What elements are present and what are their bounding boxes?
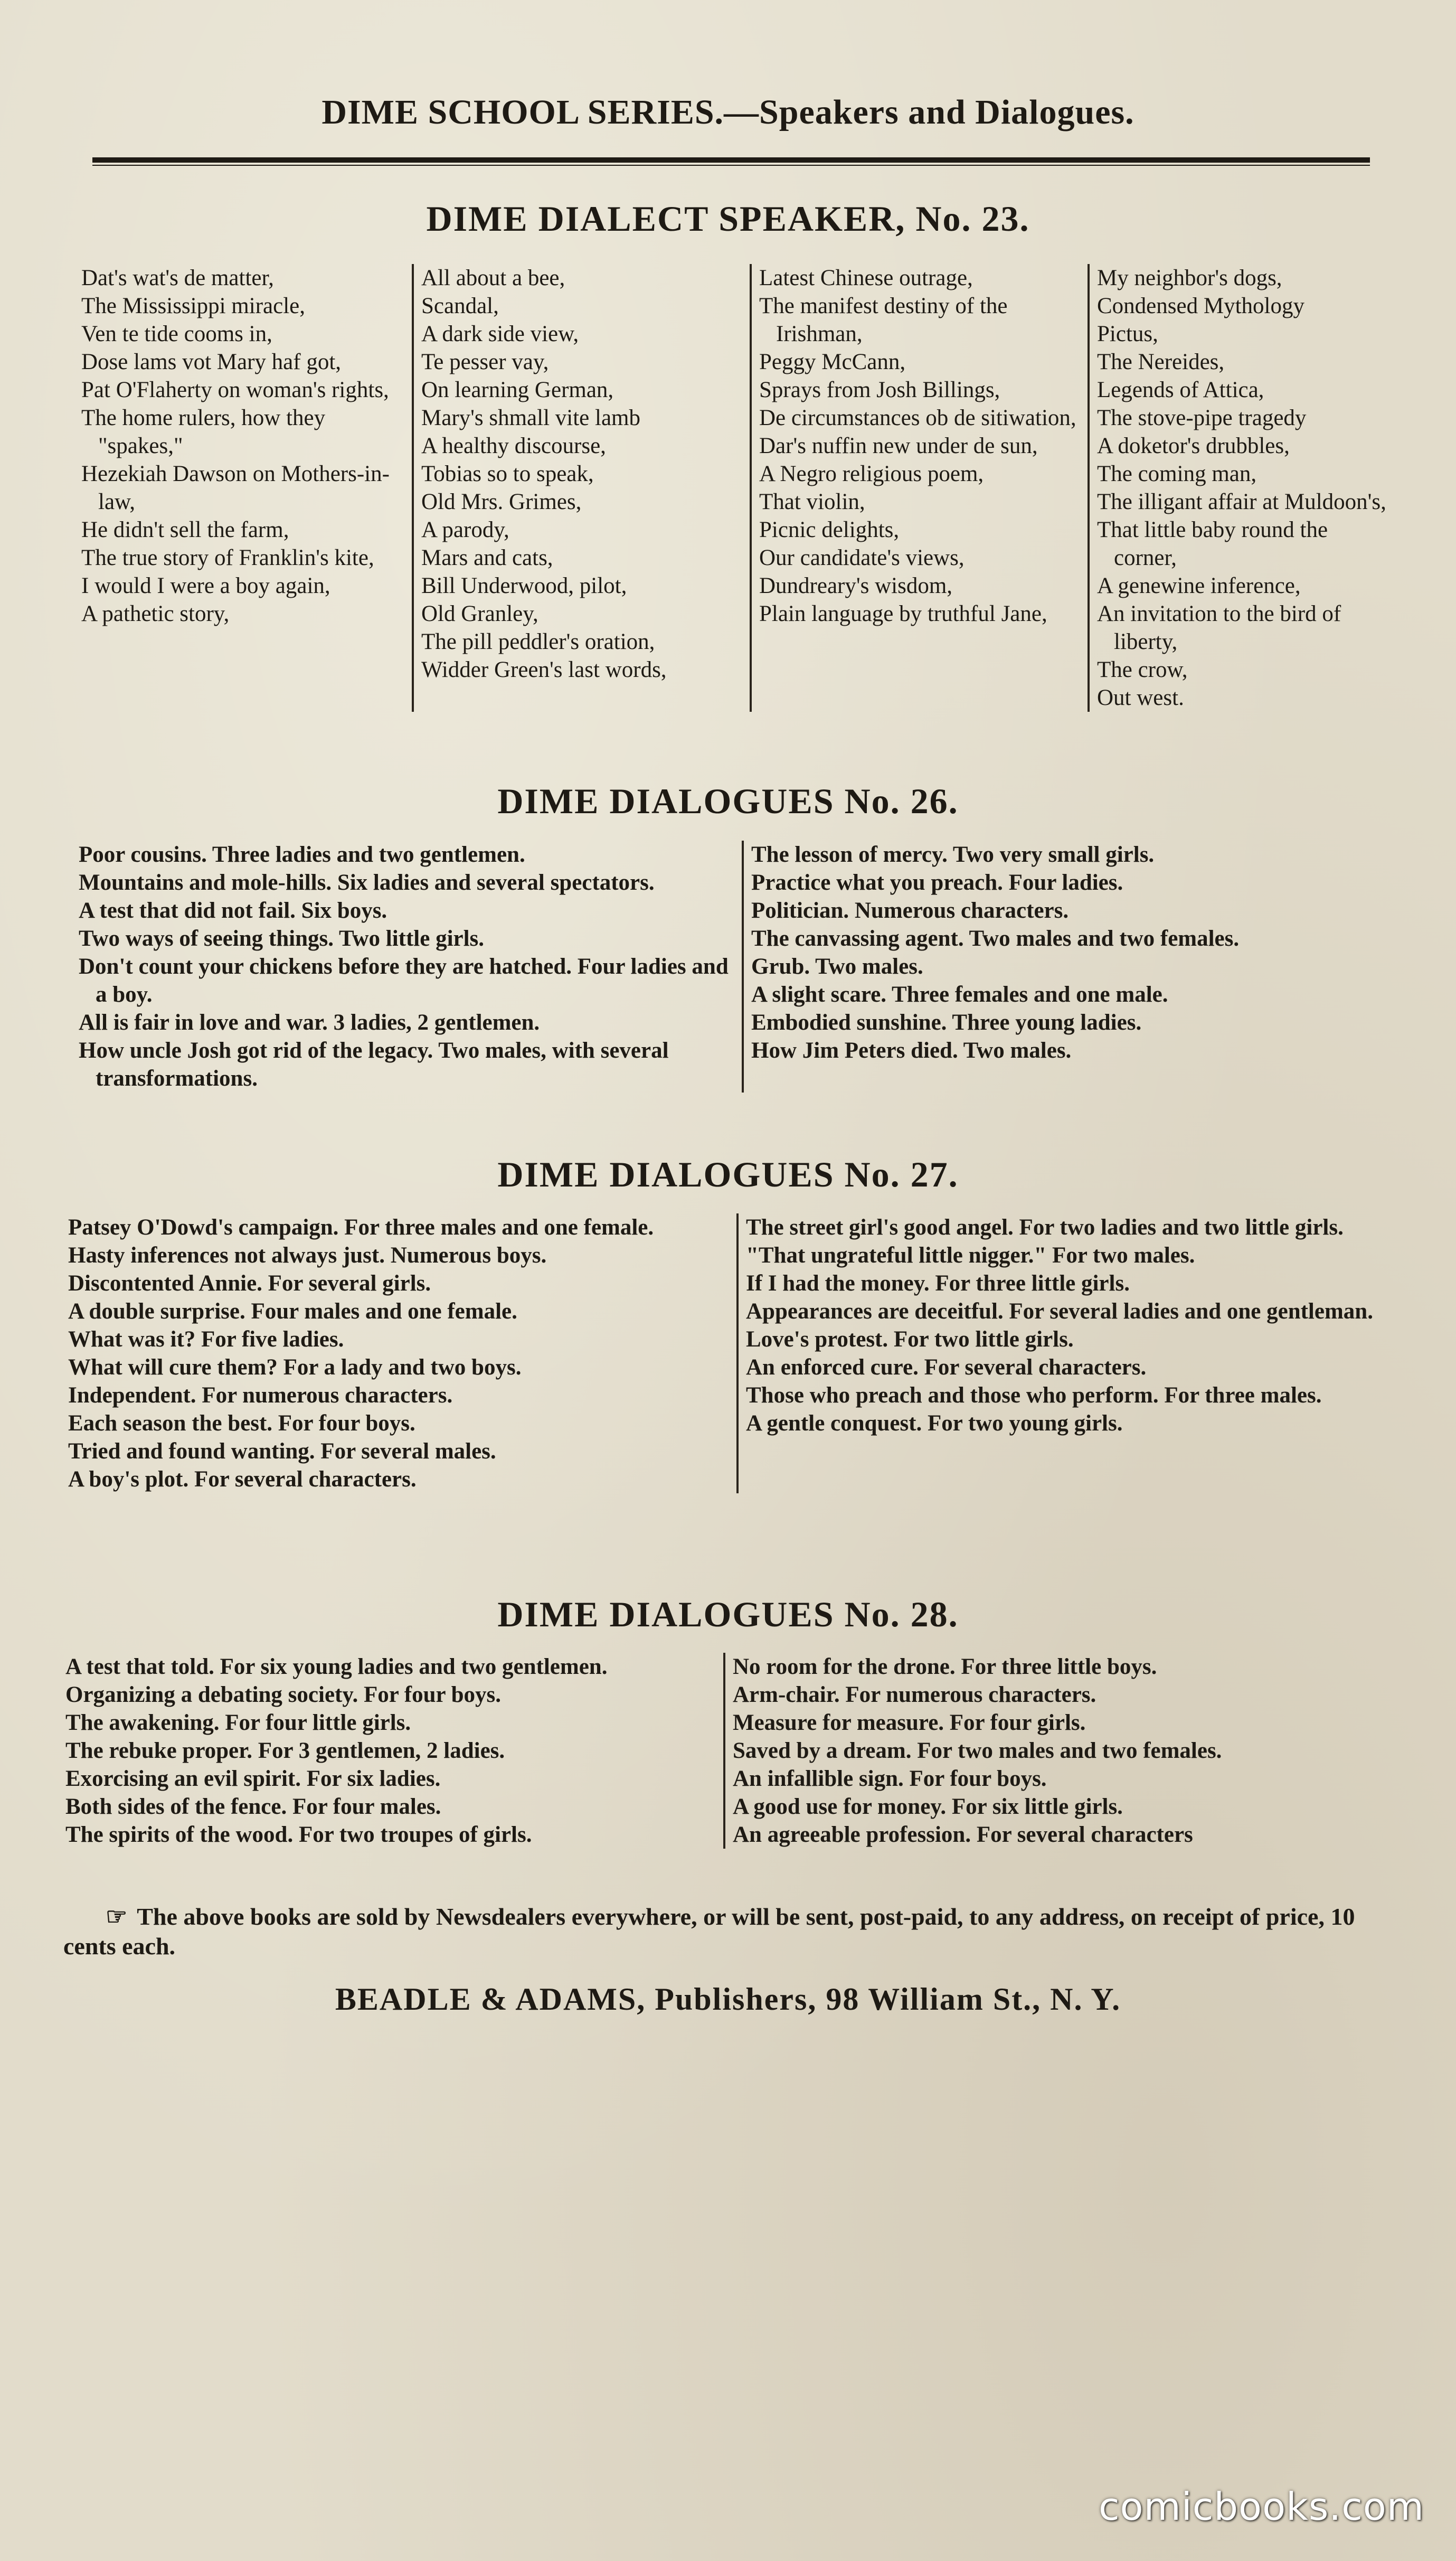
- list-item: All is fair in love and war. 3 ladies, 2 gentlemen.: [79, 1010, 540, 1035]
- list-item: The Nereides,: [1097, 350, 1225, 374]
- list-item: A Negro religious poem,: [759, 462, 984, 486]
- list-item: Poor cousins. Three ladies and two gentlemen.: [79, 842, 525, 867]
- list-item: My neighbor's dogs,: [1097, 266, 1282, 290]
- list-item: Don't count your chickens before they are hatched. Four ladies and a boy.: [79, 954, 729, 1007]
- dialogues-28-columns: [58, 1653, 1404, 1849]
- list-item: Pat O'Flaherty on woman's rights,: [81, 378, 389, 402]
- list-item: Old Granley,: [421, 601, 538, 626]
- list-item: He didn't sell the farm,: [81, 517, 289, 542]
- list-item: Te pesser vay,: [421, 350, 549, 374]
- list-item: The stove-pipe tragedy: [1097, 406, 1307, 430]
- list-item: The awakening. For four little girls.: [65, 1710, 411, 1735]
- list-item: What will cure them? For a lady and two boys.: [68, 1355, 522, 1380]
- list-item: Old Mrs. Grimes,: [421, 489, 582, 514]
- dialect-speaker-title: DIME DIALECT SPEAKER, No. 23.: [426, 199, 1030, 239]
- list-item: The spirits of the wood. For two troupes of girls.: [65, 1822, 532, 1847]
- list-item: Discontented Annie. For several girls.: [68, 1271, 431, 1296]
- dialogues-26-right: [742, 841, 1407, 1093]
- list-item: The street girl's good angel. For two ladies and two little girls.: [746, 1215, 1344, 1240]
- publisher-imprint: BEADLE & ADAMS, Publishers, 98 William St., N. Y.: [335, 1982, 1121, 2017]
- list-item: Picnic delights,: [759, 517, 900, 542]
- dialect-col-1: [74, 264, 412, 712]
- list-item: Out west.: [1097, 685, 1184, 710]
- list-item: Peggy McCann,: [759, 350, 906, 374]
- list-item: Ven te tide cooms in,: [81, 322, 272, 346]
- list-item: Independent. For numerous characters.: [68, 1383, 453, 1408]
- list-item: I would I were a boy again,: [81, 573, 330, 598]
- list-item: Appearances are deceitful. For several ladies and one gentleman.: [746, 1299, 1373, 1324]
- list-item: That little baby round the corner,: [1097, 517, 1328, 570]
- list-item: A test that told. For six young ladies and two gentlemen.: [65, 1654, 608, 1679]
- list-item: Mary's shmall vite lamb: [421, 406, 640, 430]
- list-item: The home rulers, how they "spakes,": [81, 406, 326, 458]
- list-item: Dat's wat's de matter,: [81, 266, 274, 290]
- list-item: Dundreary's wisdom,: [759, 573, 953, 598]
- list-item: The illigant affair at Muldoon's,: [1097, 489, 1386, 514]
- list-item: Tobias so to speak,: [421, 462, 594, 486]
- list-item: The crow,: [1097, 657, 1188, 682]
- dialogues-26-columns: [71, 841, 1407, 1093]
- list-item: A genewine inference,: [1097, 573, 1301, 598]
- dialogues-28-left: [58, 1653, 723, 1849]
- dialogues-27-right: [736, 1213, 1407, 1493]
- list-item: If I had the money. For three little girls.: [746, 1271, 1130, 1296]
- list-item: Embodied sunshine. Three young ladies.: [751, 1010, 1142, 1035]
- list-item: A slight scare. Three females and one male.: [751, 982, 1168, 1007]
- list-item: Mars and cats,: [421, 545, 553, 570]
- list-item: Grub. Two males.: [751, 954, 923, 979]
- list-item: De circumstances ob de sitiwation,: [759, 406, 1076, 430]
- list-item: Widder Green's last words,: [421, 657, 667, 682]
- list-item: A gentle conquest. For two young girls.: [746, 1411, 1123, 1436]
- list-item: Measure for measure. For four girls.: [733, 1710, 1086, 1735]
- dialogues-27-title: DIME DIALOGUES No. 27.: [497, 1154, 959, 1194]
- dialogues-28-right: [723, 1653, 1404, 1849]
- list-item: Saved by a dream. For two males and two females.: [733, 1738, 1222, 1763]
- list-item: Two ways of seeing things. Two little girls.: [79, 926, 485, 951]
- sales-note: [63, 1902, 1394, 1961]
- list-item: An agreeable profession. For several characters: [733, 1822, 1193, 1847]
- list-item: Hezekiah Dawson on Mothers-in-law,: [81, 462, 390, 514]
- list-item: A dark side view,: [421, 322, 579, 346]
- list-item: The coming man,: [1097, 462, 1257, 486]
- list-item: Plain language by truthful Jane,: [759, 601, 1047, 626]
- list-item: Practice what you preach. Four ladies.: [751, 870, 1123, 895]
- list-item: No room for the drone. For three little boys.: [733, 1654, 1157, 1679]
- list-item: A test that did not fail. Six boys.: [79, 898, 387, 923]
- list-item: Dose lams vot Mary haf got,: [81, 350, 342, 374]
- dialect-col-3: [750, 264, 1088, 712]
- list-item: Love's protest. For two little girls.: [746, 1327, 1074, 1352]
- list-item: Mountains and mole-hills. Six ladies and several spectators.: [79, 870, 655, 895]
- list-item: Hasty inferences not always just. Numerous boys.: [68, 1243, 547, 1268]
- list-item: "That ungrateful little nigger." For two males.: [746, 1243, 1195, 1268]
- list-item: An enforced cure. For several characters.: [746, 1355, 1147, 1380]
- dialogues-27-left: [61, 1213, 736, 1493]
- list-item: Latest Chinese outrage,: [759, 266, 973, 290]
- dialect-col-2: [412, 264, 750, 712]
- list-item: A pathetic story,: [81, 601, 230, 626]
- list-item: That violin,: [759, 489, 865, 514]
- list-item: The Mississippi miracle,: [81, 294, 305, 318]
- header-rule-thin: [92, 165, 1370, 166]
- sales-note-text: The above books are sold by Newsdealers everywhere, or will be sent, post-paid, to any address, on receipt of price, 10 cents each.: [63, 1903, 1355, 1960]
- dialect-col-4: [1088, 264, 1394, 712]
- list-item: The pill peddler's oration,: [421, 629, 655, 654]
- list-item: Dar's nuffin new under de sun,: [759, 434, 1038, 458]
- list-item: The lesson of mercy. Two very small girls.: [751, 842, 1155, 867]
- list-item: Arm-chair. For numerous characters.: [733, 1682, 1096, 1707]
- list-item: Both sides of the fence. For four males.: [65, 1794, 441, 1819]
- list-item: The manifest destiny of the Irishman,: [759, 294, 1008, 346]
- dialogues-26-left: [71, 841, 742, 1093]
- list-item: Tried and found wanting. For several males.: [68, 1439, 496, 1464]
- list-item: Scandal,: [421, 294, 499, 318]
- list-item: The canvassing agent. Two males and two females.: [751, 926, 1240, 951]
- list-item: All about a bee,: [421, 266, 565, 290]
- list-item: Those who preach and those who perform. For three males.: [746, 1383, 1322, 1408]
- list-item: The true story of Franklin's kite,: [81, 545, 374, 570]
- pointing-hand-icon: ☞: [106, 1903, 128, 1930]
- list-item: A good use for money. For six little girls.: [733, 1794, 1123, 1819]
- list-item: The rebuke proper. For 3 gentlemen, 2 ladies.: [65, 1738, 505, 1763]
- list-item: Legends of Attica,: [1097, 378, 1264, 402]
- list-item: A boy's plot. For several characters.: [68, 1467, 417, 1492]
- list-item: A double surprise. Four males and one female.: [68, 1299, 517, 1324]
- list-item: An infallible sign. For four boys.: [733, 1766, 1047, 1791]
- list-item: Bill Underwood, pilot,: [421, 573, 627, 598]
- list-item: How uncle Josh got rid of the legacy. Two males, with several transformations.: [79, 1038, 669, 1091]
- watermark: comicbooks.com: [1098, 2484, 1424, 2529]
- dialogues-28-title: DIME DIALOGUES No. 28.: [497, 1594, 959, 1634]
- list-item: Organizing a debating society. For four boys.: [65, 1682, 501, 1707]
- list-item: Exorcising an evil spirit. For six ladies.: [65, 1766, 441, 1791]
- list-item: Our candidate's views,: [759, 545, 965, 570]
- series-title: DIME SCHOOL SERIES.—Speakers and Dialogues.: [322, 93, 1134, 131]
- list-item: A doketor's drubbles,: [1097, 434, 1290, 458]
- list-item: What was it? For five ladies.: [68, 1327, 344, 1352]
- list-item: Sprays from Josh Billings,: [759, 378, 1000, 402]
- list-item: Politician. Numerous characters.: [751, 898, 1069, 923]
- list-item: On learning German,: [421, 378, 614, 402]
- list-item: Each season the best. For four boys.: [68, 1411, 415, 1436]
- list-item: Condensed Mythology: [1097, 294, 1304, 318]
- list-item: A parody,: [421, 517, 509, 542]
- header-rule: [92, 157, 1370, 163]
- dialogues-26-title: DIME DIALOGUES No. 26.: [497, 781, 959, 821]
- dialect-speaker-columns: [74, 264, 1394, 712]
- list-item: How Jim Peters died. Two males.: [751, 1038, 1072, 1063]
- list-item: An invitation to the bird of liberty,: [1097, 601, 1341, 654]
- list-item: Patsey O'Dowd's campaign. For three males and one female.: [68, 1215, 654, 1240]
- list-item: Pictus,: [1097, 322, 1158, 346]
- list-item: A healthy discourse,: [421, 434, 606, 458]
- dialogues-27-columns: [61, 1213, 1407, 1493]
